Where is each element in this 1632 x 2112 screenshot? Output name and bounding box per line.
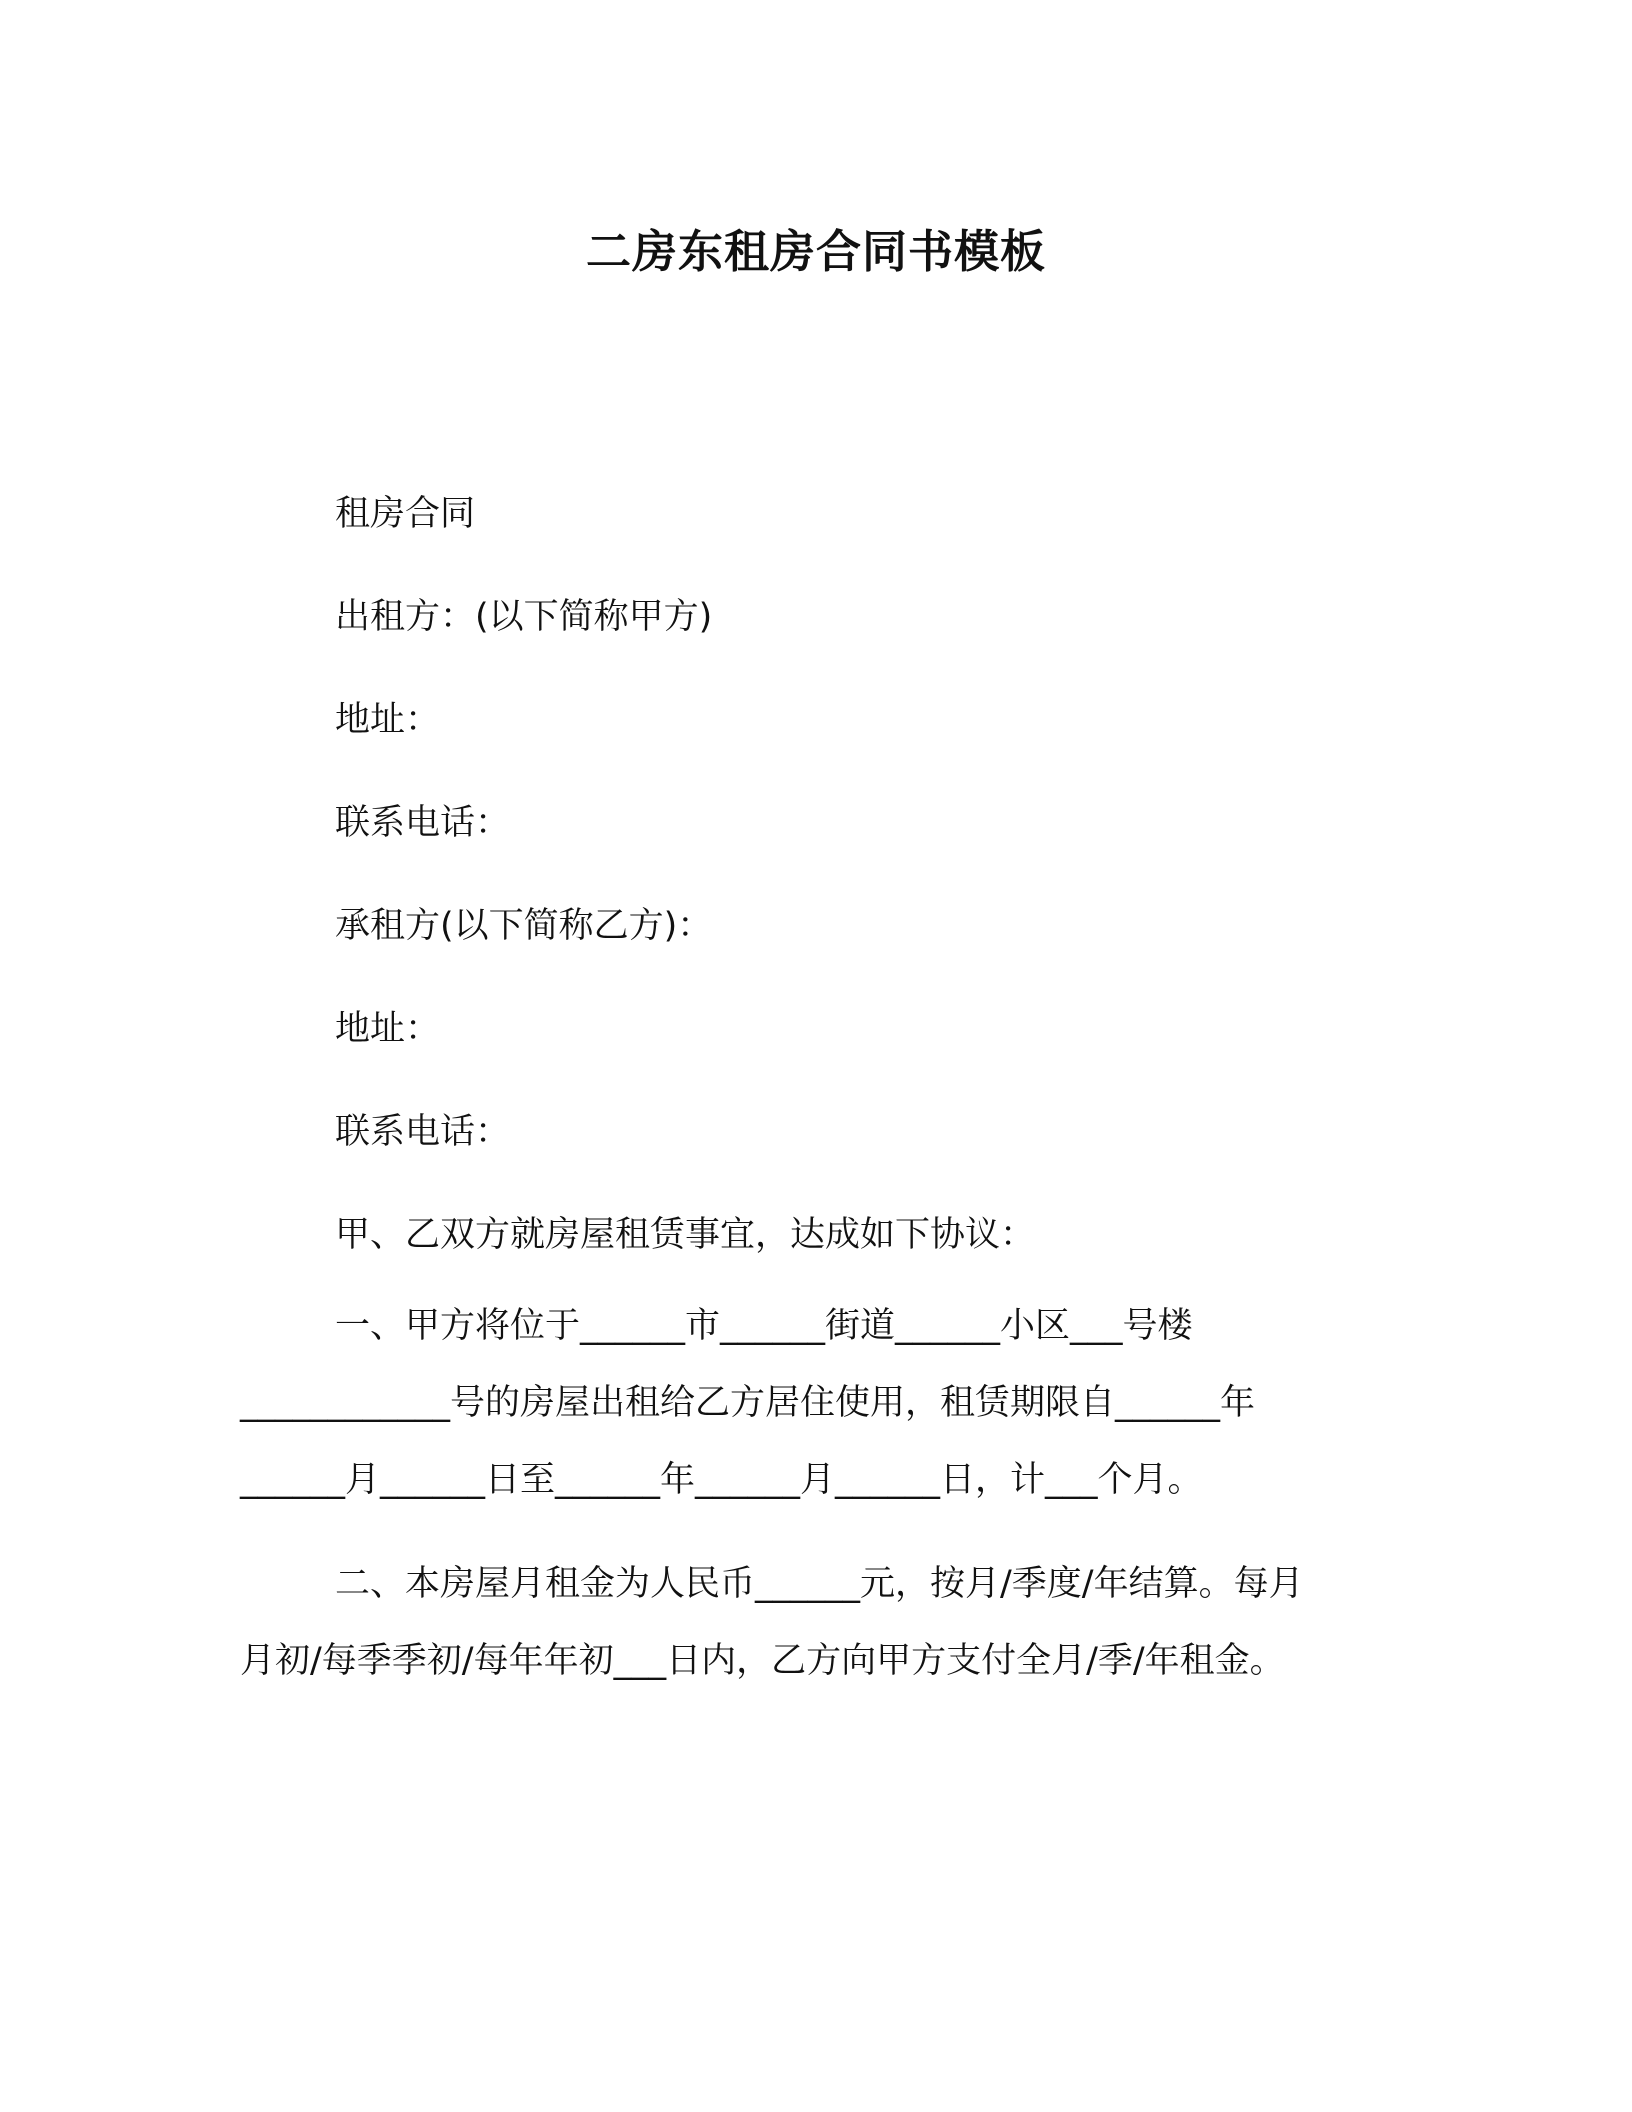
lessee-address-line: 地址： [335,1009,441,1049]
lessor-line: 出租方：(以下简称甲方) [335,597,713,637]
lessee-line: 承租方(以下简称乙方)： [335,906,713,946]
clause-one-row-1: 一、甲方将位于______市______街道______小区___号楼 [335,1306,1193,1346]
heading-rental-contract: 租房合同 [335,494,476,534]
lessor-address-line: 地址： [335,700,441,740]
clause-one [240,1288,1380,1519]
agreement-intro-line: 甲、乙双方就房屋租赁事宜，达成如下协议： [335,1215,1036,1255]
lessor-phone-line: 联系电话： [335,803,511,843]
lessee-phone-line: 联系电话： [335,1112,511,1152]
document-title: 二房东租房合同书模板 [585,225,1046,278]
clause-two-row-1: 二、本房屋月租金为人民币______元，按月/季度/年结算。每月 [335,1564,1304,1604]
clause-one-row-2: ____________号的房屋出租给乙方居住使用，租赁期限自______年 [240,1383,1256,1423]
clause-one-row-3: ______月______日至______年______月______日，计___个月。 [240,1460,1203,1500]
document-body [240,489,1380,1700]
clause-two [240,1546,1380,1700]
clause-two-row-2: 月初/每季季初/每年年初___日内，乙方向甲方支付全月/季/年租金。 [240,1641,1285,1681]
